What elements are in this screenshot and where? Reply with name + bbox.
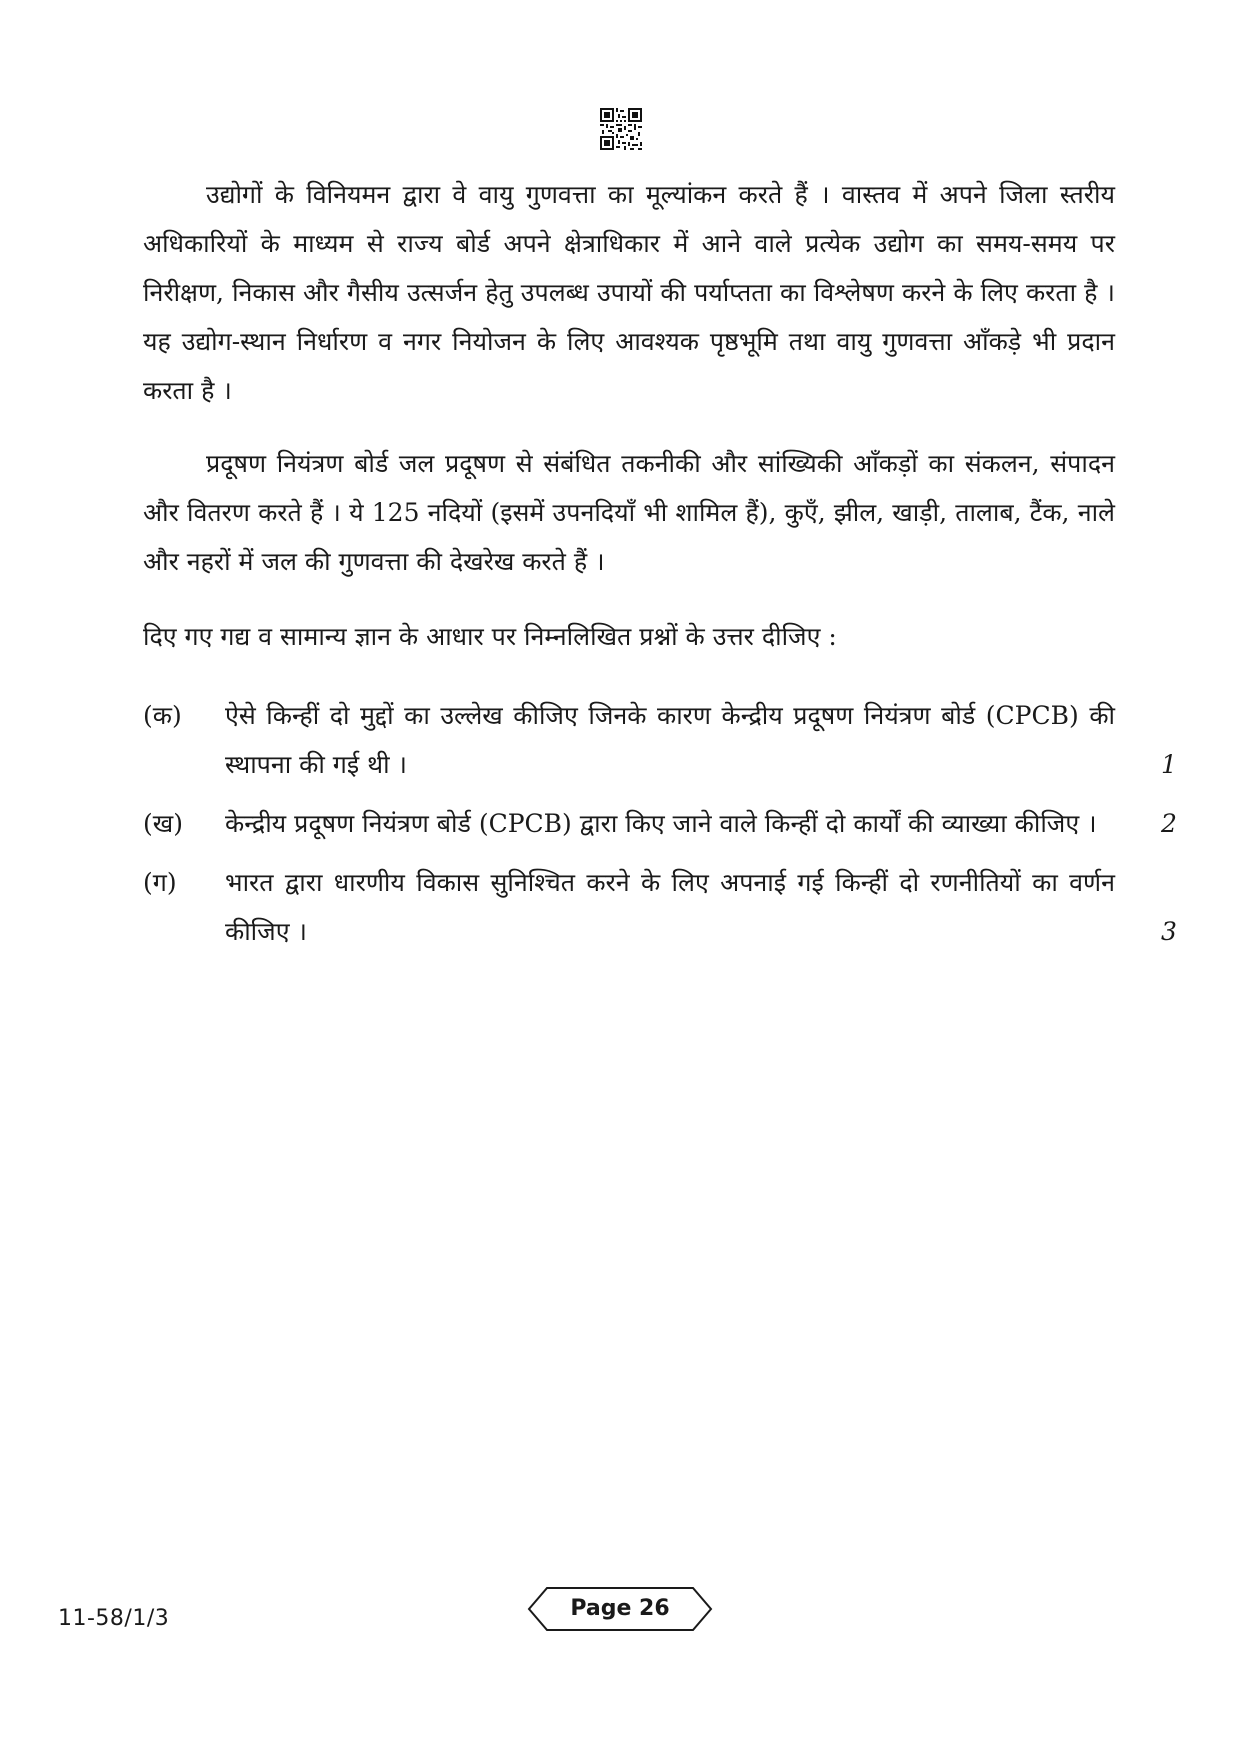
- question-label: (क): [143, 701, 182, 730]
- question-text: भारत द्वारा धारणीय विकास सुनिश्चित करने के लिए अपनाई गई किन्हीं दो रणनीतियों का वर्णन कीजिए ।: [225, 868, 1115, 946]
- passage-paragraph: प्रदूषण नियंत्रण बोर्ड जल प्रदूषण से संबंधित तकनीकी और सांख्यिकी आँकड़ों का संकलन, संपादन और वितरण करते हैं । ये 125 नदियों (इसमें उपनदियाँ भी शामिल हैं), कुएँ, झील, खाड़ी, तालाब, टैंक, नाले और नहरों में जल की गुणवत्ता की देखरेख करते हैं ।: [143, 449, 1115, 576]
- question-text: केन्द्रीय प्रदूषण नियंत्रण बोर्ड (CPCB) द्वारा किए जाने वाले किन्हीं दो कार्यों की व्याख्या कीजिए ।: [225, 809, 1097, 838]
- page-content: [143, 170, 1177, 966]
- paper-code: 11-58/1/3: [58, 1606, 170, 1631]
- question-item: [143, 858, 1177, 956]
- passage-paragraph: उद्योगों के विनियमन द्वारा वे वायु गुणवत्ता का मूल्यांकन करते हैं । वास्तव में अपने जिला स्तरीय अधिकारियों के माध्यम से राज्य बोर्ड अपने क्षेत्राधिकार में आने वाले प्रत्येक उद्योग का समय-समय पर निरीक्षण, निकास और गैसीय उत्सर्जन हेतु उपलब्ध उपायों की पर्याप्तता का विश्लेषण करने के लिए करता है । यह उद्योग-स्थान निर्धारण व नगर नियोजन के लिए आवश्यक पृष्ठभूमि तथा वायु गुणवत्ता आँकड़े भी प्रदान करता है ।: [143, 180, 1115, 405]
- question-marks: 2: [1161, 809, 1177, 838]
- qr-code-icon: [600, 108, 642, 150]
- question-label: (ग): [143, 868, 177, 897]
- question-marks: 1: [1161, 750, 1177, 779]
- question-marks: 3: [1161, 917, 1177, 946]
- page-number-badge: [527, 1586, 713, 1632]
- question-list: [143, 691, 1177, 956]
- question-item: [143, 691, 1177, 789]
- question-instruction: दिए गए गद्य व सामान्य ज्ञान के आधार पर निम्नलिखित प्रश्नों के उत्तर दीजिए :: [143, 622, 837, 651]
- question-label: (ख): [143, 809, 183, 838]
- question-item: [143, 799, 1177, 848]
- page-number: Page 26: [570, 1596, 670, 1621]
- question-text: ऐसे किन्हीं दो मुद्दों का उल्लेख कीजिए जिनके कारण केन्द्रीय प्रदूषण नियंत्रण बोर्ड (CPCB) की स्थापना की गई थी ।: [225, 701, 1115, 779]
